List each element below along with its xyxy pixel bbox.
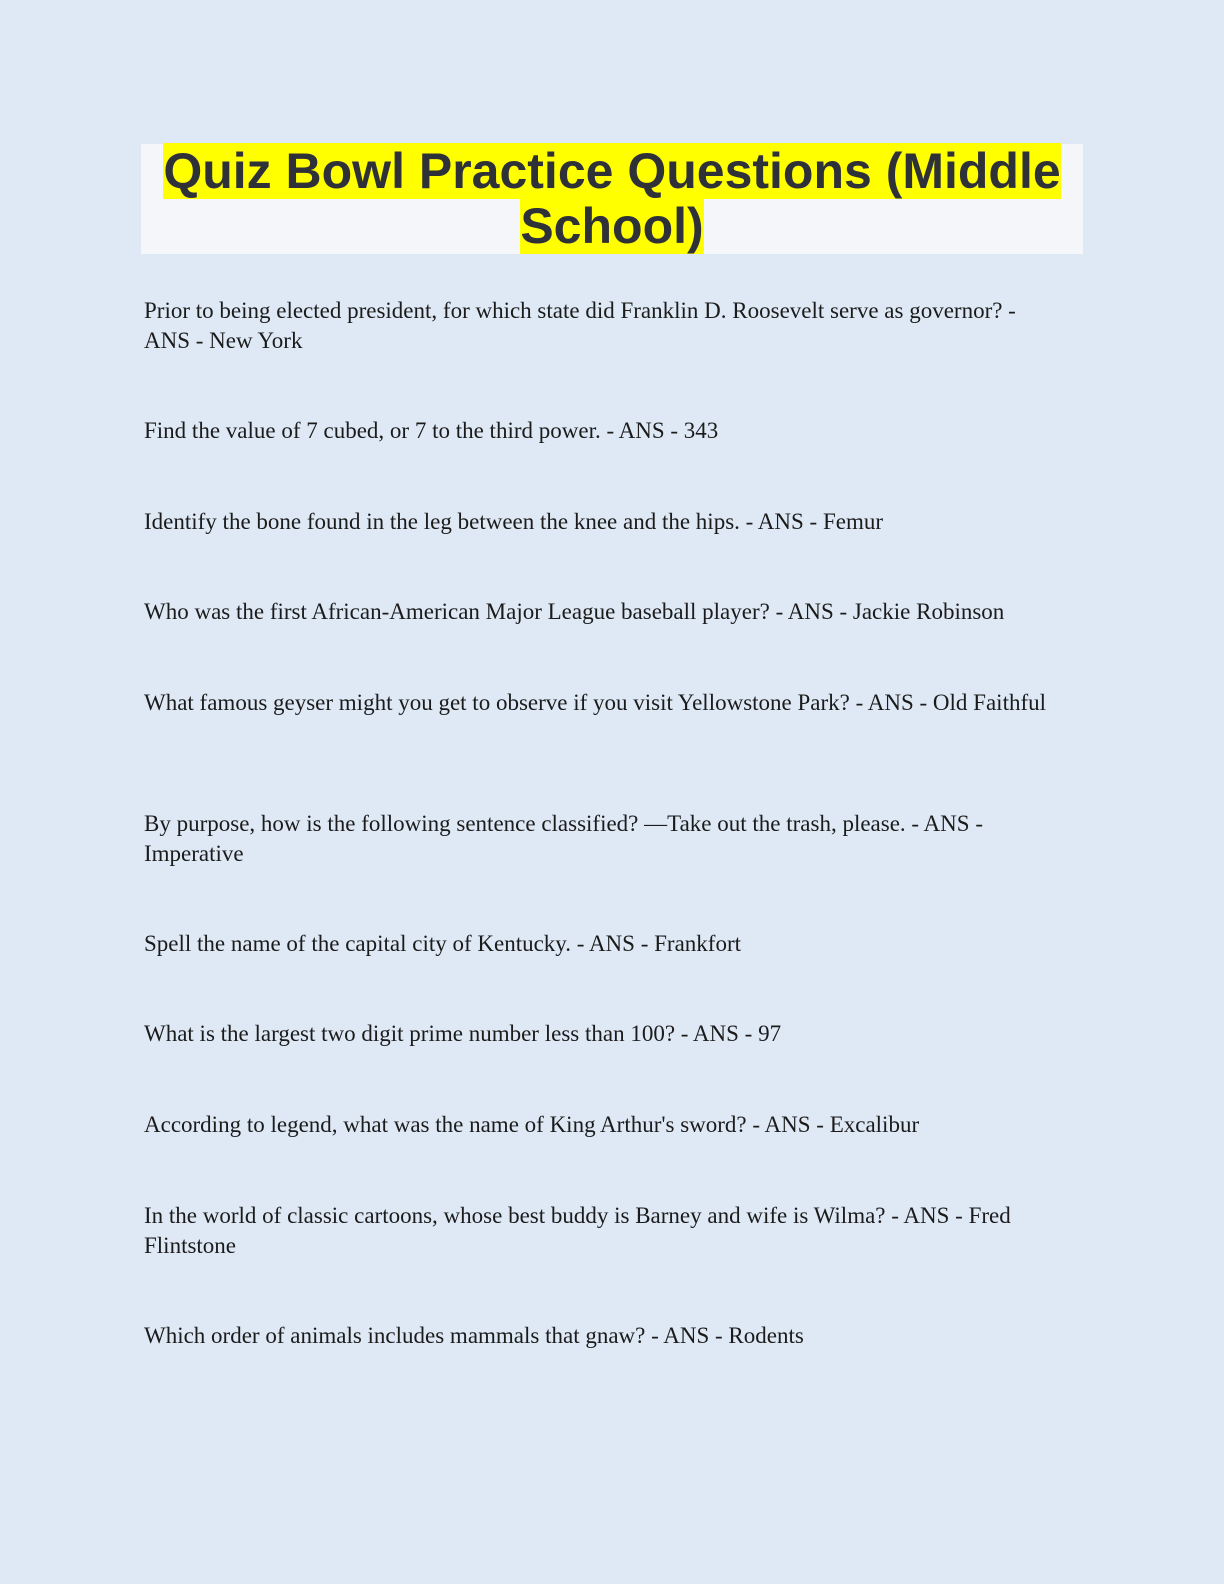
question-item-8: What is the largest two digit prime number less than 100? - ANS - 97 [144, 1021, 782, 1046]
page-title-text: Quiz Bowl Practice Questions (Middle School) [163, 143, 1061, 254]
question-item-3: Identify the bone found in the leg between the knee and the hips. - ANS - Femur [144, 509, 884, 534]
question-item-9: According to legend, what was the name of King Arthur's sword? - ANS - Excalibur [144, 1112, 920, 1137]
question-item-2: Find the value of 7 cubed, or 7 to the third power. - ANS - 343 [144, 418, 719, 443]
question-item-6: By purpose, how is the following sentence classified? —Take out the trash, please. - ANS - Imperative [144, 811, 983, 866]
question-item-1: Prior to being elected president, for which state did Franklin D. Roosevelt serve as governor? - ANS - New York [144, 298, 1016, 353]
question-item-11: Which order of animals includes mammals that gnaw? - ANS - Rodents [144, 1323, 804, 1348]
question-item-5: What famous geyser might you get to observe if you visit Yellowstone Park? - ANS - Old Faithful [144, 690, 1047, 715]
question-item-4: Who was the first African-American Major League baseball player? - ANS - Jackie Robinson [144, 599, 1005, 624]
page-title [141, 144, 1083, 254]
question-item-7: Spell the name of the capital city of Kentucky. - ANS - Frankfort [144, 931, 741, 956]
title-box [141, 144, 1083, 254]
question-item-10: In the world of classic cartoons, whose best buddy is Barney and wife is Wilma? - ANS - Fred Flintstone [144, 1203, 1011, 1258]
